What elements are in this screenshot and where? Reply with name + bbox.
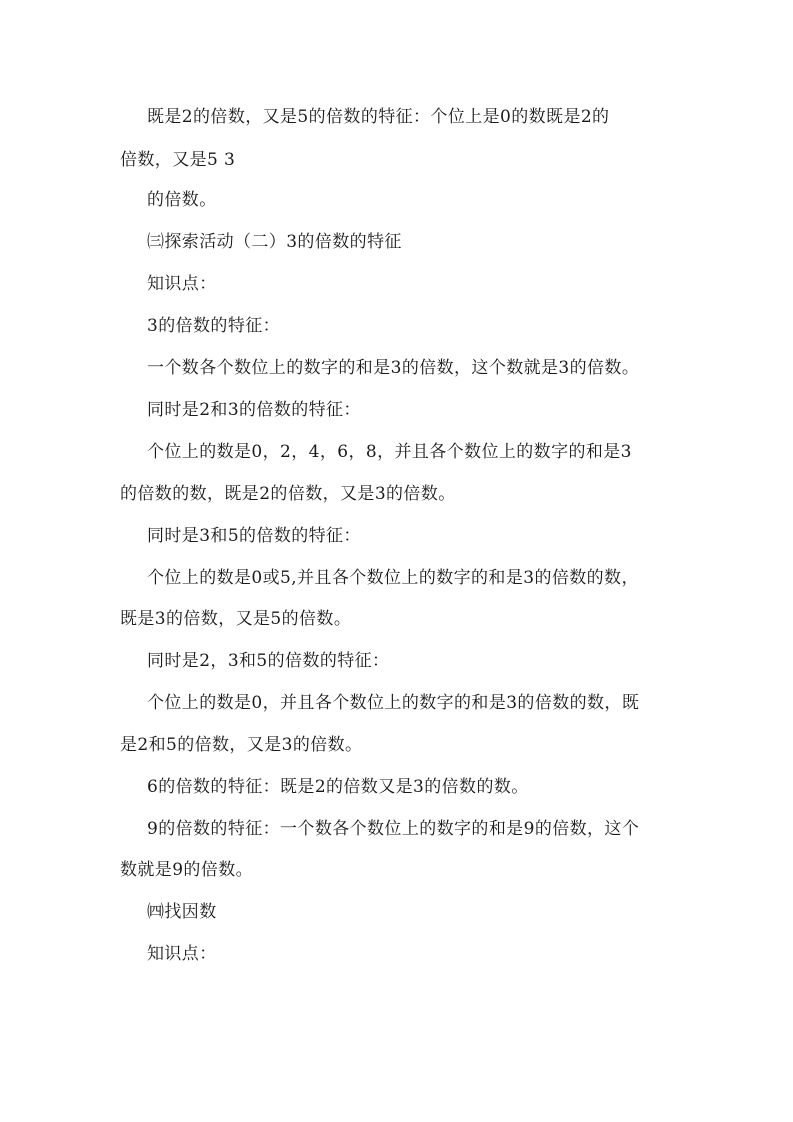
- section-heading: ㈣找因数: [147, 902, 217, 922]
- paragraph-line: 个位上的数是0，并且各个数位上的数字的和是3的倍数的数，既: [147, 693, 640, 713]
- paragraph-line: 知识点：: [147, 274, 217, 294]
- paragraph-line: 倍数，又是5 3: [120, 150, 236, 170]
- paragraph-line: 个位上的数是0或5,并且各个数位上的数字的和是3的倍数的数，: [147, 568, 639, 588]
- paragraph-line: 既是2的倍数，又是5的倍数的特征：个位上是0的数既是2的: [147, 107, 610, 127]
- paragraph-line: 个位上的数是0，2，4，6，8，并且各个数位上的数字的和是3: [147, 442, 632, 462]
- paragraph-line: 的倍数。: [147, 190, 217, 210]
- paragraph-line: 9的倍数的特征：一个数各个数位上的数字的和是9的倍数，这个: [147, 819, 640, 839]
- paragraph-line: 同时是3和5的倍数的特征：: [147, 526, 361, 546]
- paragraph-line: 6的倍数的特征：既是2的倍数又是3的倍数的数。: [147, 777, 529, 797]
- paragraph-line: 既是3的倍数，又是5的倍数。: [120, 609, 352, 629]
- paragraph-line: 同时是2和3的倍数的特征：: [147, 400, 361, 420]
- paragraph-line: 3的倍数的特征：: [147, 316, 281, 336]
- paragraph-line: 一个数各个数位上的数字的和是3的倍数，这个数就是3的倍数。: [147, 358, 640, 378]
- section-heading: ㈢探索活动（二）3的倍数的特征: [147, 232, 402, 252]
- paragraph-line: 知识点：: [147, 944, 217, 964]
- paragraph-line: 数就是9的倍数。: [120, 860, 254, 880]
- paragraph-line: 同时是2，3和5的倍数的特征：: [147, 651, 390, 671]
- paragraph-line: 是2和5的倍数，又是3的倍数。: [120, 735, 363, 755]
- paragraph-line: 的倍数的数，既是2的倍数，又是3的倍数。: [120, 484, 456, 504]
